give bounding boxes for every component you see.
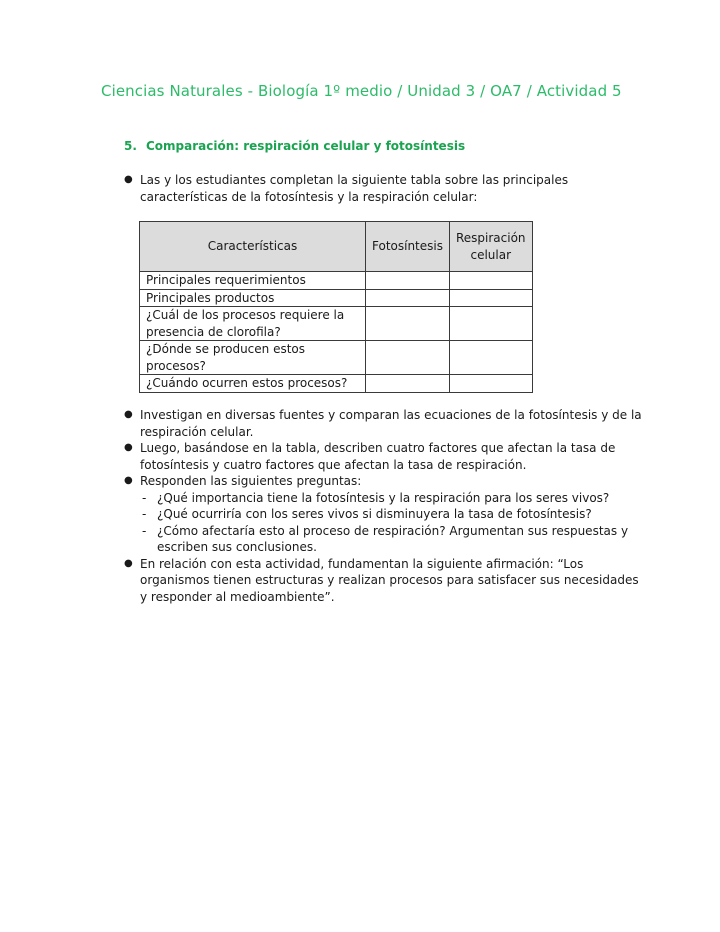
cell-fotosintesis[interactable] [366, 272, 450, 290]
table-row [140, 289, 533, 307]
header-respiracion: Respiración celular [449, 222, 532, 272]
intro-text: Las y los estudiantes completan la siguiente tabla sobre las principales características de la fotosíntesis y la respiración celular: [140, 173, 569, 204]
bullet-text: Responden las siguientes preguntas: [140, 474, 362, 488]
cell-fotosintesis[interactable] [366, 307, 450, 341]
question-item [140, 523, 647, 556]
page-header-breadcrumb: Ciencias Naturales - Biología 1º medio / Unidad 3 / OA7 / Actividad 5 [101, 82, 622, 100]
cell-respiracion[interactable] [449, 289, 532, 307]
dash-icon: - [142, 507, 147, 521]
cell-respiracion[interactable] [449, 272, 532, 290]
section-number: 5. [124, 139, 137, 153]
cell-respiracion[interactable] [449, 307, 532, 341]
row-label: ¿Cuál de los procesos requiere la presencia de clorofila? [140, 307, 366, 341]
section-title-text: Comparación: respiración celular y fotosíntesis [146, 139, 466, 153]
table-row [140, 375, 533, 393]
bullet-icon: ● [124, 557, 133, 569]
section-title [124, 139, 465, 153]
question-text: ¿Qué ocurriría con los seres vivos si disminuyera la tasa de fotosíntesis? [157, 507, 592, 521]
final-bullet-text: En relación con esta actividad, fundamentan la siguiente afirmación: “Los organismos tienen estructuras y realizan procesos para satisfacer sus necesidades y responder al medioambiente”. [140, 556, 639, 604]
bullet-icon: ● [124, 174, 133, 185]
bullet-icon: ● [124, 409, 133, 420]
row-label: Principales requerimientos [140, 272, 366, 290]
cell-fotosintesis[interactable] [366, 341, 450, 375]
header-caracteristicas: Características [140, 222, 366, 272]
cell-fotosintesis[interactable] [366, 375, 450, 393]
table-header-row [140, 222, 533, 272]
table-row [140, 341, 533, 375]
question-item [140, 490, 647, 507]
question-item [140, 506, 647, 523]
list-item [122, 172, 647, 205]
cell-respiracion[interactable] [449, 341, 532, 375]
bullet-text: Investigan en diversas fuentes y comparan las ecuaciones de la fotosíntesis y de la respiración celular. [140, 408, 642, 439]
dash-icon: - [142, 490, 147, 505]
table-row [140, 307, 533, 341]
cell-respiracion[interactable] [449, 375, 532, 393]
bullet-icon: ● [124, 442, 133, 453]
row-label: Principales productos [140, 289, 366, 307]
row-label: ¿Cuándo ocurren estos procesos? [140, 375, 366, 393]
comparison-table [139, 221, 533, 393]
table-row [140, 272, 533, 290]
question-text: ¿Qué importancia tiene la fotosíntesis y la respiración para los seres vivos? [157, 490, 610, 505]
header-fotosintesis: Fotosíntesis [366, 222, 450, 272]
activity-bullets [122, 407, 647, 605]
bullet-text: Luego, basándose en la tabla, describen cuatro factores que afectan la tasa de fotosíntesis y cuatro factores que afectan la tasa de respiración. [140, 441, 616, 472]
dash-icon: - [142, 523, 147, 538]
bullet-icon: ● [124, 475, 133, 486]
list-item [122, 407, 647, 440]
list-item [122, 473, 647, 556]
intro-bullet-block [122, 172, 647, 205]
question-text: ¿Cómo afectaría esto al proceso de respiración? Argumentan sus respuestas y escriben sus conclusiones. [157, 523, 629, 554]
cell-fotosintesis[interactable] [366, 289, 450, 307]
list-item [122, 440, 647, 473]
list-item [122, 556, 647, 606]
row-label: ¿Dónde se producen estos procesos? [140, 341, 366, 375]
